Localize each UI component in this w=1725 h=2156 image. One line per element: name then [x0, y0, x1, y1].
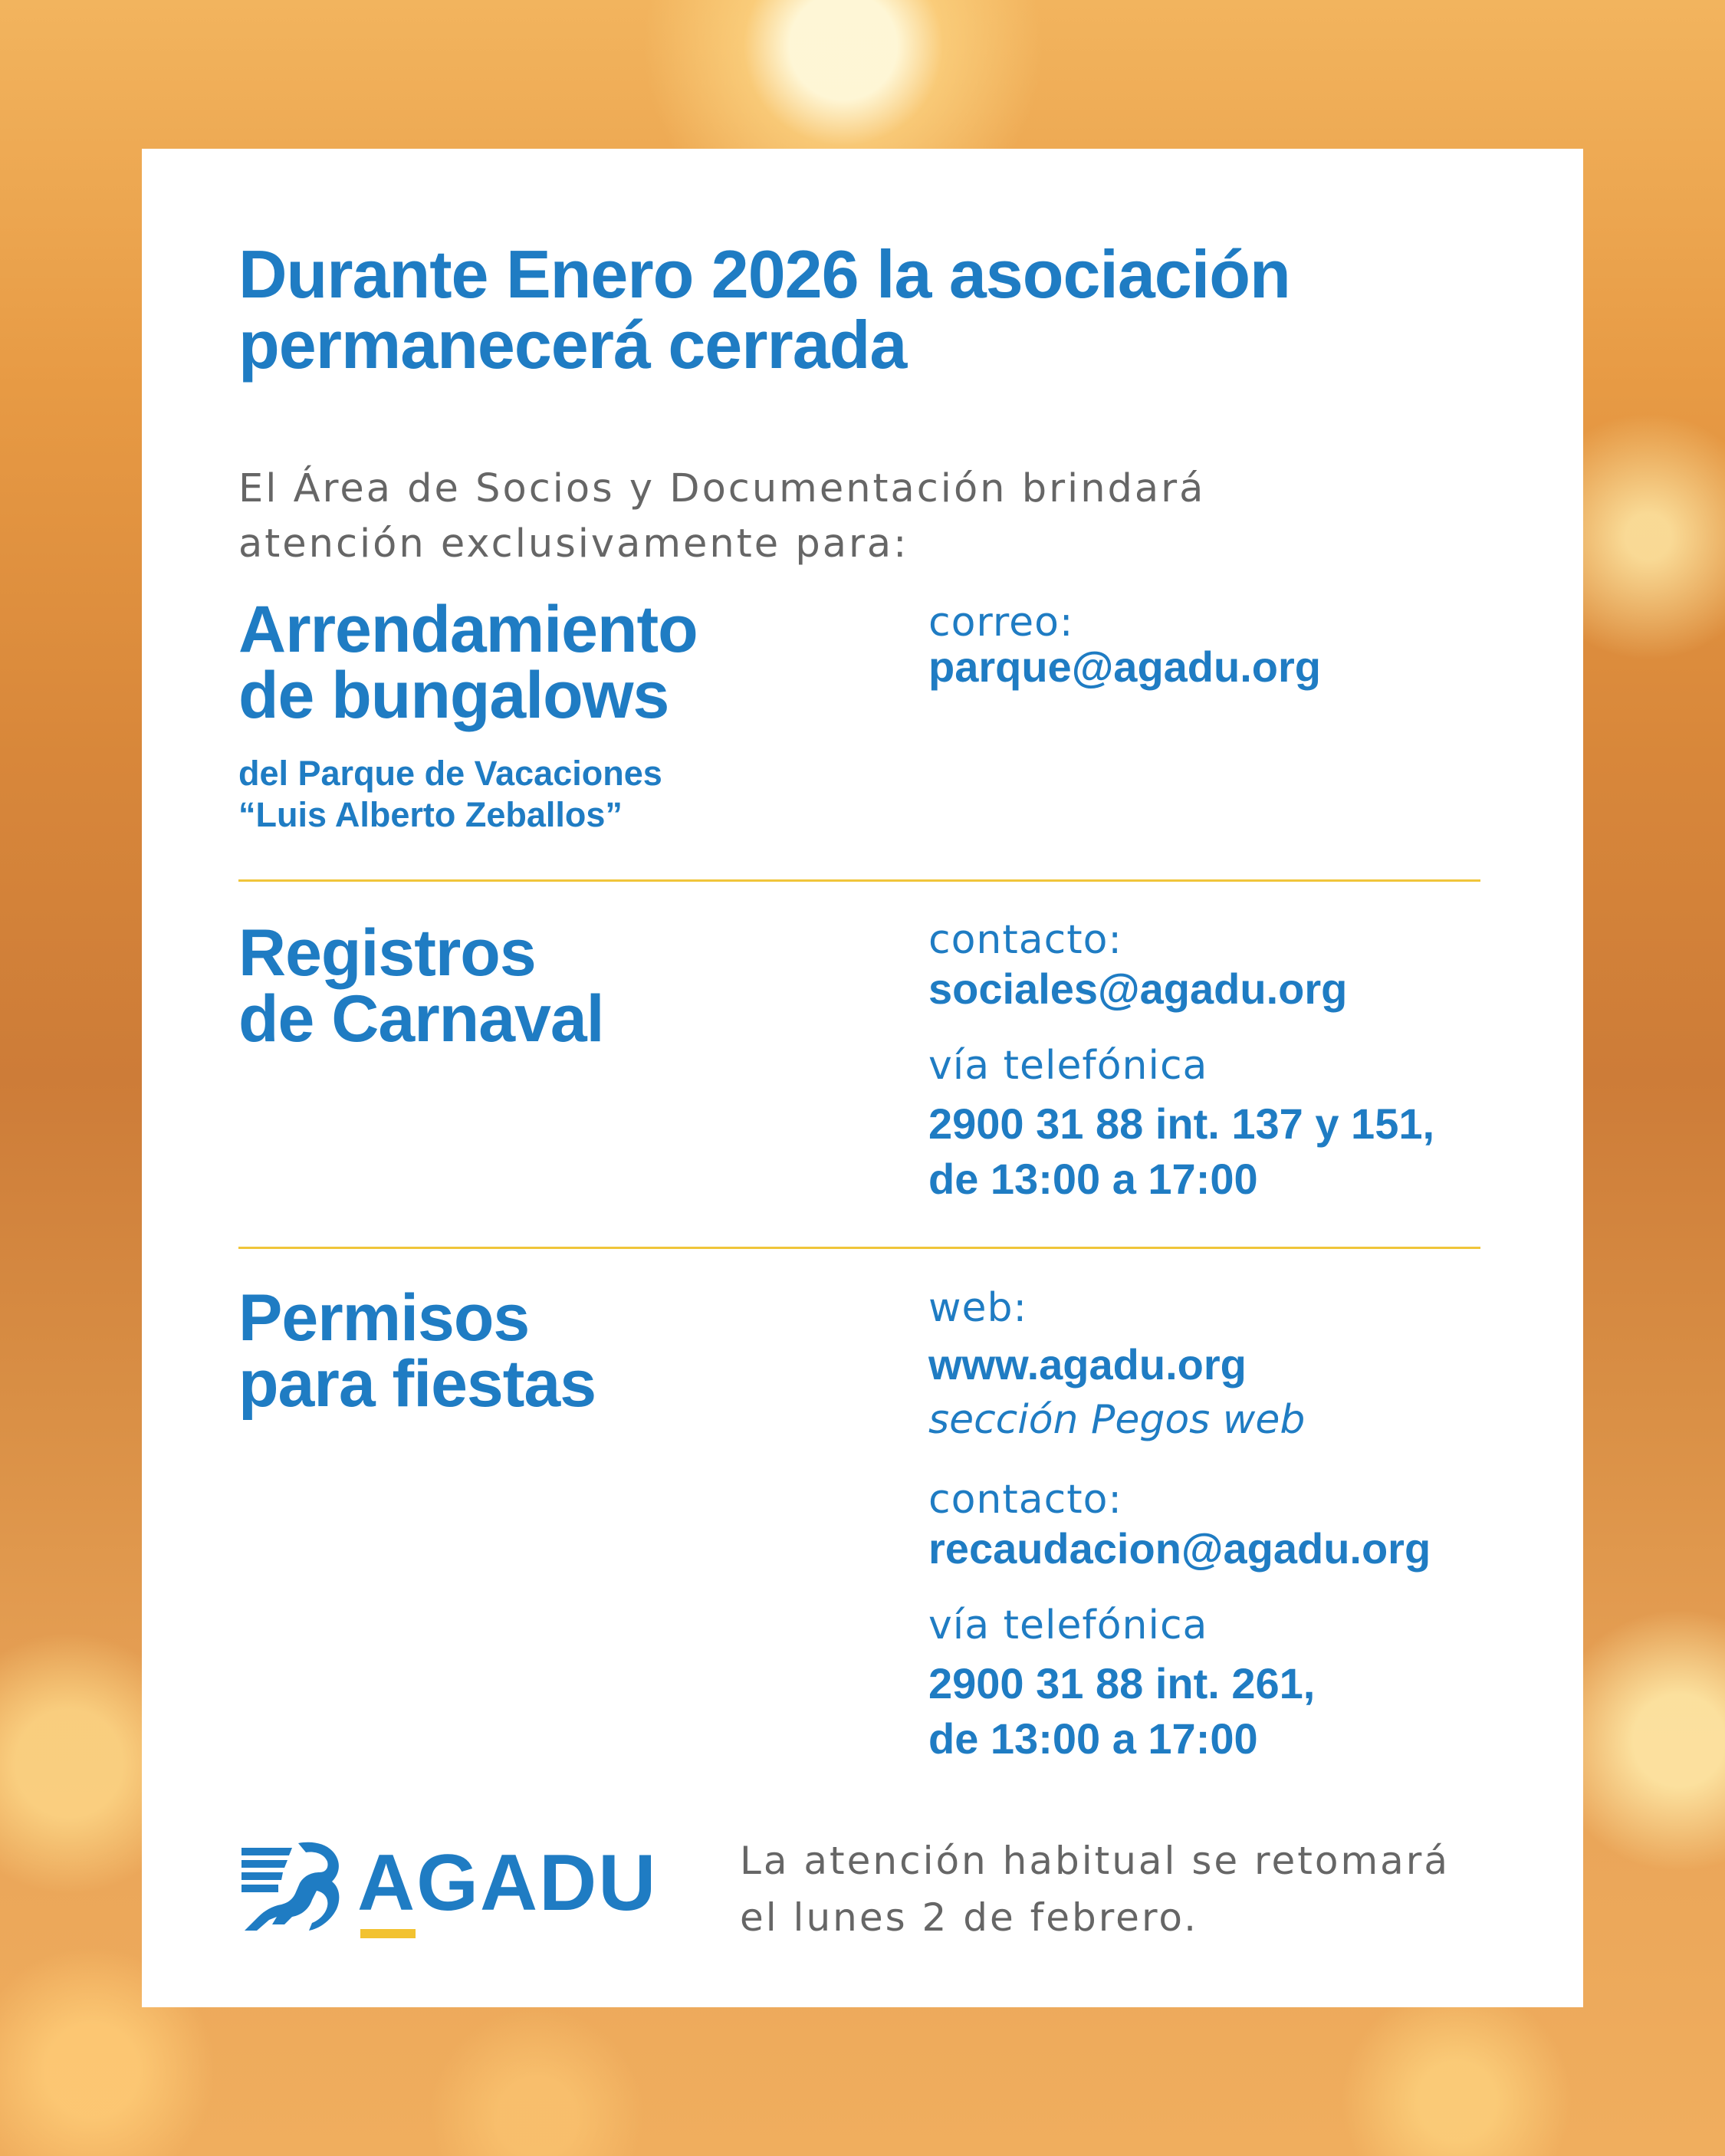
- fiestas-web-label: web:: [928, 1285, 1028, 1331]
- subtitle-line: del Parque de Vacaciones: [238, 754, 662, 793]
- fiestas-web-link[interactable]: www.agadu.org: [928, 1340, 1247, 1389]
- section-title-line: de bungalows: [238, 659, 669, 732]
- phone-line: 2900 31 88 int. 137 y 151,: [928, 1099, 1435, 1148]
- announcement-card: [142, 149, 1583, 2007]
- section-title-line: para fiestas: [238, 1347, 596, 1421]
- carnaval-phone-label: vía telefónica: [928, 1043, 1208, 1089]
- section-title-line: de Carnaval: [238, 982, 604, 1056]
- phone-line: 2900 31 88 int. 261,: [928, 1659, 1316, 1707]
- section-divider: [238, 879, 1480, 882]
- bungalows-email-link[interactable]: parque@agadu.org: [928, 643, 1321, 691]
- section-title-line: Permisos: [238, 1281, 530, 1355]
- phone-line: de 13:00 a 17:00: [928, 1155, 1258, 1203]
- section-bungalows-subtitle: [238, 753, 898, 836]
- fiestas-email-link[interactable]: recaudacion@agadu.org: [928, 1524, 1431, 1573]
- intro-text: [238, 462, 1388, 572]
- griffin-logo-icon: [238, 1840, 346, 1940]
- intro-line-2: atención exclusivamente para:: [238, 521, 909, 567]
- footer-note: [740, 1832, 1552, 1946]
- fiestas-phone-label: vía telefónica: [928, 1602, 1208, 1648]
- section-title-line: Arrendamiento: [238, 593, 698, 666]
- carnaval-contact-label: contacto:: [928, 917, 1122, 963]
- section-title-line: Registros: [238, 916, 536, 990]
- section-bungalows-title: [238, 593, 898, 732]
- fiestas-web-note: sección Pegos web: [928, 1397, 1306, 1443]
- agadu-logo: [238, 1839, 658, 1940]
- title-line-2: permanecerá cerrada: [238, 307, 907, 383]
- carnaval-phone-text: [928, 1096, 1557, 1207]
- page-title: [238, 236, 1465, 383]
- footer-line: La atención habitual se retomará: [740, 1839, 1450, 1883]
- carnaval-email-link[interactable]: sociales@agadu.org: [928, 965, 1348, 1013]
- logo-accent-bar: [360, 1929, 416, 1938]
- phone-line: de 13:00 a 17:00: [928, 1714, 1258, 1763]
- intro-line-1: El Área de Socios y Documentación brindará: [238, 466, 1206, 511]
- section-divider: [238, 1247, 1480, 1249]
- section-carnaval-title: [238, 916, 898, 1056]
- logo-wordmark: AGADU: [357, 1839, 658, 1928]
- subtitle-line: “Luis Alberto Zeballos”: [238, 795, 623, 834]
- fiestas-phone-text: [928, 1656, 1557, 1767]
- bungalows-contact-label: correo:: [928, 600, 1074, 646]
- footer-line: el lunes 2 de febrero.: [740, 1895, 1199, 1940]
- section-fiestas-title: [238, 1281, 898, 1421]
- title-line-1: Durante Enero 2026 la asociación: [238, 236, 1290, 312]
- fiestas-contact-label: contacto:: [928, 1477, 1122, 1523]
